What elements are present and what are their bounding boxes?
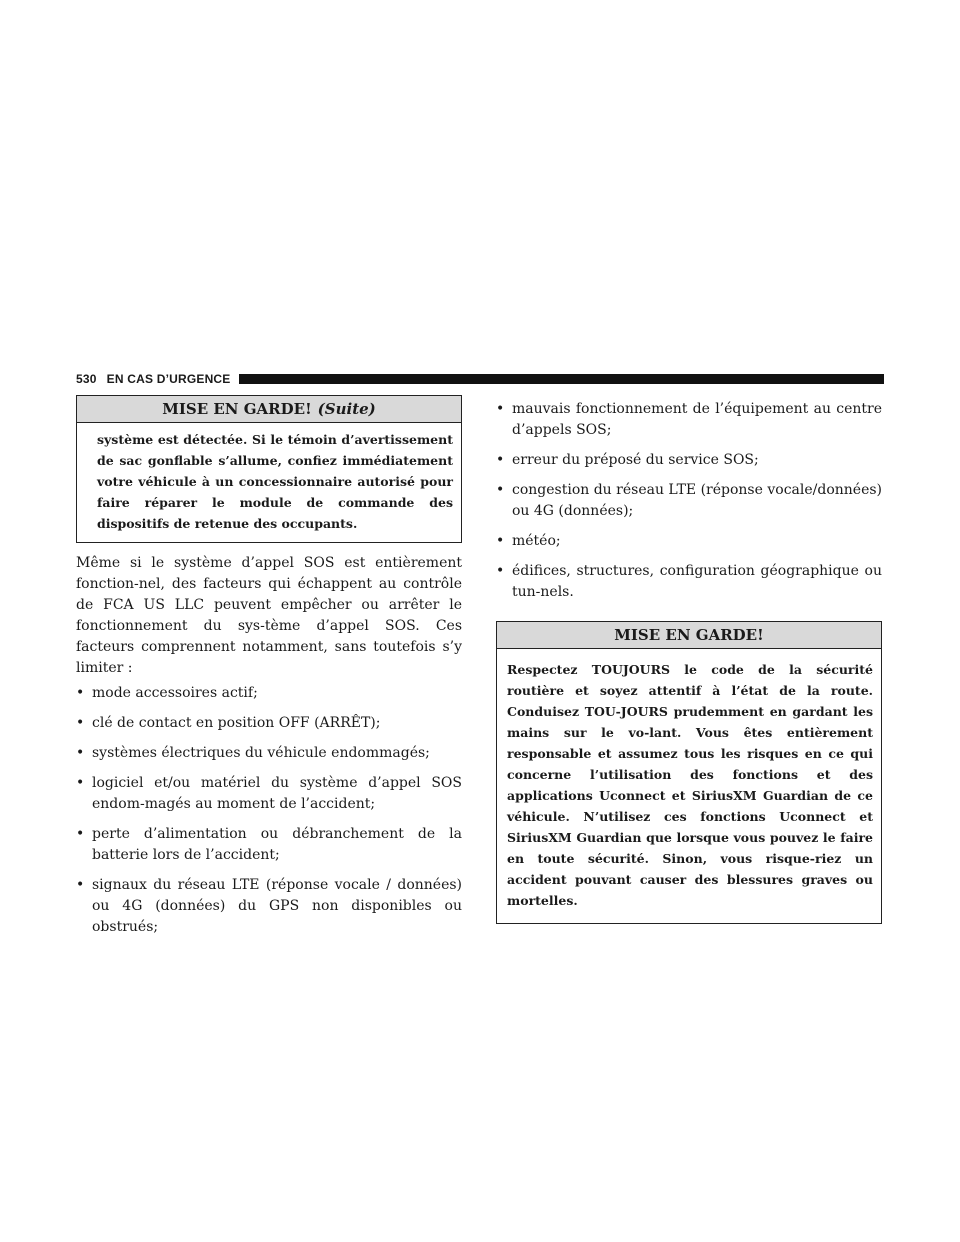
- section-title: EN CAS D’URGENCE: [106, 372, 231, 386]
- left-column: [76, 395, 462, 947]
- bullet-icon: •: [76, 745, 85, 761]
- list-item: • erreur du préposé du service SOS;: [496, 450, 882, 471]
- list-item: • clé de contact en position OFF (ARRÊT);: [76, 713, 462, 734]
- list-item: • perte d’alimentation ou débranchement de la batterie lors de l’accident;: [76, 826, 462, 863]
- list-item: • logiciel et/ou matériel du système d’appel SOS endom-magés au moment de l’accident;: [76, 775, 462, 812]
- bullet-icon: •: [76, 826, 85, 842]
- list-item: • signaux du réseau LTE (réponse vocale / données) ou 4G (données) du GPS non disponibles ou obstrués;: [76, 877, 462, 935]
- warning-heading: [497, 622, 881, 649]
- list-item: • congestion du réseau LTE (réponse vocale/données) ou 4G (données);: [496, 482, 882, 519]
- bullet-icon: •: [76, 775, 85, 791]
- factor-list-right: [496, 399, 882, 603]
- bullet-icon: •: [496, 452, 505, 468]
- factor-list-left: [76, 683, 462, 938]
- warning-title: MISE EN GARDE!: [614, 626, 764, 644]
- header-rule: [239, 374, 884, 384]
- warning-title: MISE EN GARDE!: [162, 400, 312, 418]
- intro-paragraph: Même si le système d’appel SOS est entièrement fonction-nel, des facteurs qui échappent au contrôle de FCA US LLC peuvent empêcher ou arrêter le fonctionnement du sys-tème d’appel SOS. Ces facteurs comprennent notamment, sans toutefois s’y limiter :: [76, 555, 462, 676]
- warning-body: Respectez TOUJOURS le code de la sécurité routière et soyez attentif à l’état de la route. Conduisez TOU-JOURS prudemment en gardant les mains sur le vo-lant. Vous êtes entièrement responsable et assumez tous les risques en ce qui concerne l’utilisation des fonctions et des applications Uconnect et SiriusXM Guardian de ce véhicule. N’utilisez ces fonctions Uconnect et SiriusXM Guardian que lorsque vous pouvez le faire en toute sécurité. Sinon, vous risque-riez un accident pouvant causer des blessures graves ou mortelles.: [507, 662, 873, 908]
- bullet-icon: •: [496, 482, 505, 498]
- warning-suite: (Suite): [317, 400, 376, 418]
- right-column: [496, 395, 882, 924]
- list-item: • mauvais fonctionnement de l’équipement au centre d’appels SOS;: [496, 401, 882, 438]
- bullet-icon: •: [76, 877, 85, 893]
- bullet-icon: •: [496, 533, 505, 549]
- list-item: • systèmes électriques du véhicule endommagés;: [76, 743, 462, 764]
- warning-box-continued: [76, 395, 462, 543]
- warning-box: [496, 621, 882, 924]
- bullet-icon: •: [496, 563, 505, 579]
- page-number: 530: [76, 372, 97, 386]
- list-item: • édifices, structures, configuration géographique ou tun-nels.: [496, 563, 882, 600]
- list-item: • mode accessoires actif;: [76, 683, 462, 704]
- bullet-icon: •: [76, 715, 85, 731]
- bullet-icon: •: [496, 401, 505, 417]
- warning-heading: [77, 396, 461, 423]
- list-item: • météo;: [496, 531, 882, 552]
- bullet-icon: •: [76, 685, 85, 701]
- page-header: [76, 370, 884, 388]
- warning-body: système est détectée. Si le témoin d’avertissement de sac gonflable s’allume, confiez immédiatement votre véhicule à un concessionnaire autorisé pour faire réparer le module de commande des dispositifs de retenue des occupants.: [97, 432, 453, 531]
